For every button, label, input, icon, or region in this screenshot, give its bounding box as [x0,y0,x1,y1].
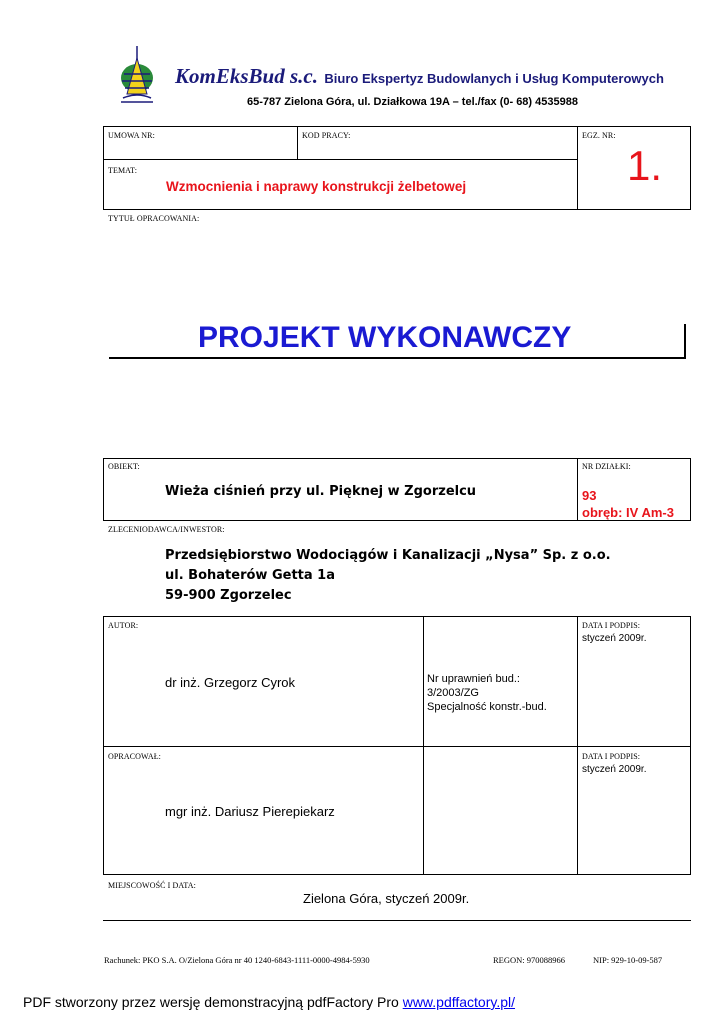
place-value: Zielona Góra, styczeń 2009r. [303,891,470,906]
watermark-link[interactable]: www.pdffactory.pl/ [402,994,516,1010]
page-title: PROJEKT WYKONAWCZY [198,321,572,354]
obiekt-label: OBIEKT: [108,462,140,471]
company-header [175,64,664,89]
autor-name: dr inż. Grzegorz Cyrok [165,675,296,690]
company-name: KomEksBud s.c. [175,64,318,88]
autor-label: AUTOR: [108,621,139,630]
uprawnienia-3: Specjalność konstr.-bud. [427,701,547,713]
obiekt-value: Wieża ciśnień przy ul. Pięknej w Zgorzelcu [165,484,477,499]
egz-label: EGZ. NR: [582,131,616,140]
zleceniodawca-label: ZLECENIODAWCA/INWESTOR: [108,525,225,534]
footer-rachunek: Rachunek: PKO S.A. O/Zielona Góra nr 40 1240-6843-1111-0000-4984-5930 [104,955,370,965]
place-label: MIEJSCOWOŚĆ I DATA: [108,881,196,890]
uprawnienia-2: 3/2003/ZG [427,687,479,699]
investor-line-3: 59-900 Zgorzelec [165,588,292,603]
data-1: styczeń 2009r. [582,633,647,644]
temat-value: Wzmocnienia i naprawy konstrukcji żelbetowej [166,179,467,194]
kod-label: KOD PRACY: [302,131,351,140]
data-podpis-label-2: DATA I PODPIS: [582,752,641,761]
nr-dzialki-value: 93 [582,488,597,503]
obreb-value: obręb: IV Am-3 [582,505,674,520]
investor-line-1: Przedsiębiorstwo Wodociągów i Kanalizacji „Nysa” Sp. z o.o. [165,548,611,563]
egz-value: 1. [627,142,663,189]
tower-logo-icon [113,46,161,106]
watermark-text: PDF stworzony przez wersję demonstracyjną pdfFactory Pro [23,994,403,1010]
temat-label: TEMAT: [108,166,138,175]
tytul-label: TYTUŁ OPRACOWANIA: [108,214,200,223]
umowa-label: UMOWA NR: [108,131,155,140]
nr-dzialki-label: NR DZIAŁKI: [582,462,631,471]
data-podpis-label-1: DATA I PODPIS: [582,621,641,630]
footer-nip: NIP: 929-10-09-587 [593,955,663,965]
investor-line-2: ul. Bohaterów Getta 1a [165,568,335,583]
opracowal-name: mgr inż. Dariusz Pierepiekarz [165,804,335,819]
watermark [23,994,515,1010]
footer-regon: REGON: 970088966 [493,955,566,965]
uprawnienia-1: Nr uprawnień bud.: [427,673,520,685]
company-address: 65-787 Zielona Góra, ul. Działkowa 19A – tel./fax (0- 68) 4535988 [247,96,578,108]
opracowal-label: OPRACOWAŁ: [108,752,162,761]
company-desc: Biuro Ekspertyz Budowlanych i Usług Komputerowych [324,71,664,86]
data-2: styczeń 2009r. [582,764,647,775]
